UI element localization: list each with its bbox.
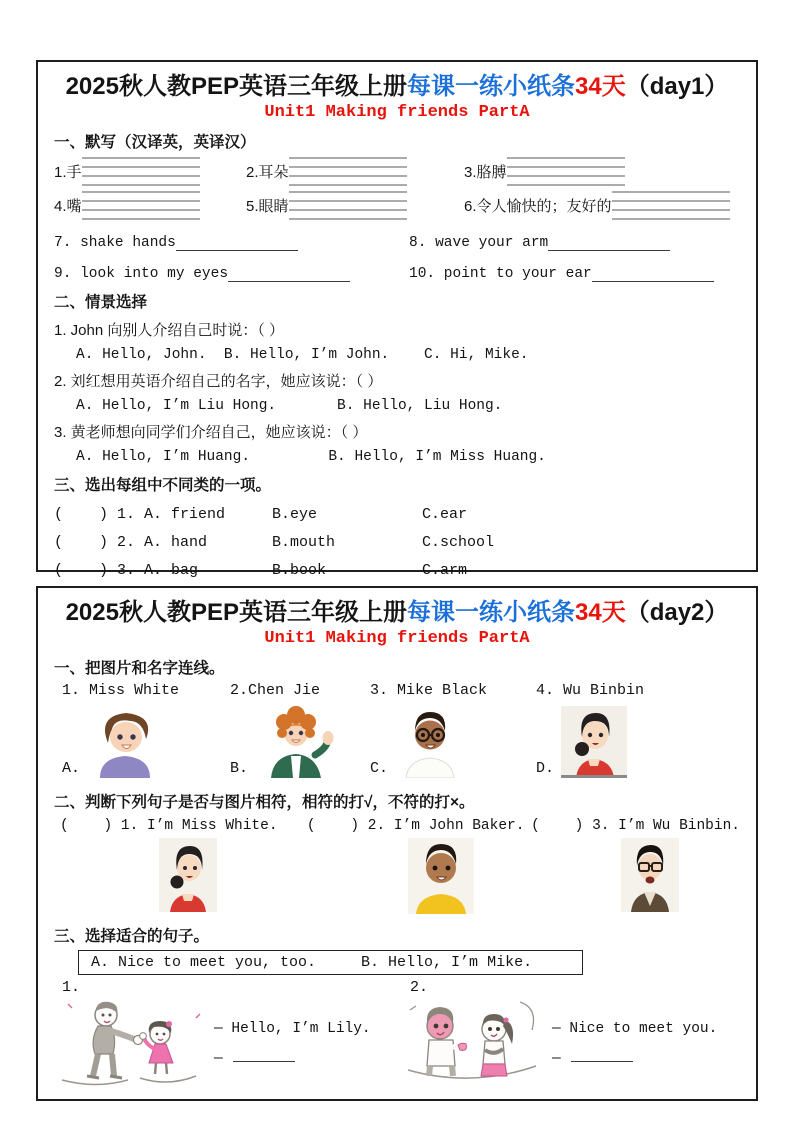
worksheet-title-day2	[54, 598, 740, 628]
judge-item-1: ( ) 1. I’m Miss White.	[60, 818, 278, 834]
question1-stem: 1. John 向别人介绍自己时说：（ ）	[54, 322, 285, 339]
dialog-2-line2-dash: —	[552, 1051, 561, 1067]
writing-grid[interactable]	[289, 157, 407, 186]
unit-subtitle: Unit1 Making friends PartA	[264, 629, 530, 648]
question3-stem: 3. 黄老师想向同学们介绍自己，她应该说：（ ）	[54, 424, 368, 441]
word-item-5	[246, 191, 464, 220]
phrase-row-2	[54, 266, 740, 282]
title-blue-part: 每课一练小纸条	[407, 73, 575, 100]
dialog-items-row	[54, 979, 740, 1092]
greeting-sketch-1-image	[54, 996, 204, 1092]
word-label: 1.手	[54, 164, 82, 181]
word-label: 4.嘴	[54, 198, 82, 215]
worksheet-day1	[36, 60, 758, 579]
word-row-2	[54, 191, 740, 220]
name-4: 4. Wu Binbin	[536, 682, 645, 699]
judge-pictures-row	[54, 838, 740, 914]
girl-red-shirt-image	[561, 706, 627, 778]
answer-blank[interactable]	[233, 1047, 295, 1062]
title-day-part: （day1）	[625, 73, 729, 100]
boy-brown-vest-glasses-image	[621, 838, 679, 912]
boy-yellow-shirt-image	[408, 838, 474, 914]
word-item-3	[464, 157, 740, 186]
section2-heading: 二、情景选择	[54, 294, 148, 311]
phrase-row-1	[54, 235, 740, 251]
picture-d-label: D.	[536, 760, 555, 777]
section1-heading: 一、默写（汉译英，英译汉）	[54, 134, 256, 151]
picture-a[interactable]	[62, 706, 230, 778]
answer-blank[interactable]	[176, 236, 298, 251]
boy-glasses-image	[395, 706, 465, 778]
answer-blank[interactable]	[592, 267, 714, 282]
odd-one-out-row-2	[54, 534, 740, 551]
picture-b-label: B.	[230, 760, 249, 777]
answer-blank[interactable]	[228, 267, 350, 282]
option-a: ( ) 2. A. hand	[54, 534, 208, 551]
answer-blank[interactable]	[548, 236, 670, 251]
answer-blank[interactable]	[571, 1047, 633, 1062]
title-black-part: 2025秋人教PEP英语三年级上册	[65, 599, 407, 626]
dialog-item-2-number: 2.	[410, 979, 429, 996]
name-3: 3. Mike Black	[370, 682, 488, 699]
worksheet-title-day1	[54, 72, 740, 102]
dialog-2-line1: — Nice to meet you.	[552, 1020, 718, 1037]
phrase-label: 7. shake hands	[54, 235, 176, 251]
phrase-item-9	[54, 266, 409, 282]
phrase-label: 8. wave your arm	[409, 235, 549, 251]
word-row-1	[54, 157, 740, 186]
girl-red-shirt-image	[159, 838, 217, 912]
picture-c[interactable]	[370, 706, 536, 778]
dialog-item-1-number: 1.	[62, 979, 81, 996]
dialog-item-1	[54, 979, 402, 1092]
title-red-part: 34天	[575, 599, 626, 626]
option-c: C.school	[422, 534, 495, 551]
question3-options: A. Hello, I’m Huang. B. Hello, I’m Miss Huang.	[76, 449, 546, 465]
judge-picture-1	[54, 838, 322, 914]
option-b: B.eye	[272, 506, 318, 523]
word-label: 5.眼睛	[246, 198, 289, 215]
name-2: 2.Chen Jie	[230, 682, 321, 699]
avatar-row	[62, 703, 740, 778]
section2-heading: 二、判断下列句子是否与图片相符，相符的打√，不符的打×。	[54, 794, 475, 811]
word-label: 6.令人愉快的；友好的	[464, 198, 612, 215]
option-b: B.book	[272, 562, 327, 579]
phrase-item-10	[409, 266, 740, 282]
word-item-6	[464, 191, 740, 220]
picture-c-label: C.	[370, 760, 389, 777]
dialog-item-2	[402, 979, 740, 1092]
unit-subtitle: Unit1 Making friends PartA	[264, 103, 530, 122]
question1-options: A. Hello, John. B. Hello, I’m John. C. Hi, Mike.	[76, 347, 529, 363]
title-blue-part: 每课一练小纸条	[407, 599, 575, 626]
question2-stem: 2. 刘红想用英语介绍自己的名字，她应该说：（ ）	[54, 373, 383, 390]
name-1: 1. Miss White	[62, 682, 180, 699]
option-b: B.mouth	[272, 534, 336, 551]
word-item-4	[54, 191, 246, 220]
phrase-item-7	[54, 235, 409, 251]
dialog-1-line1: — Hello, I’m Lily.	[214, 1020, 371, 1037]
writing-grid[interactable]	[612, 191, 730, 220]
names-row	[62, 682, 740, 699]
section3-heading: 三、选出每组中不同类的一项。	[54, 477, 272, 494]
sentence-options-box: A. Nice to meet you, too. B. Hello, I’m Mike.	[78, 950, 583, 975]
worksheet-day2	[36, 586, 758, 1101]
dialog-1-line2-dash: —	[214, 1051, 223, 1067]
writing-grid[interactable]	[289, 191, 407, 220]
title-red-part: 34天	[575, 73, 626, 100]
word-item-1	[54, 157, 246, 186]
dialog-2-text	[552, 1014, 717, 1075]
section1-heading: 一、把图片和名字连线。	[54, 660, 225, 677]
judge-picture-3	[560, 838, 740, 914]
writing-grid[interactable]	[82, 157, 200, 186]
option-c: C.ear	[422, 506, 468, 523]
picture-d[interactable]	[536, 706, 740, 778]
judge-item-2: ( ) 2. I’m John Baker.	[306, 818, 525, 834]
writing-grid[interactable]	[507, 157, 625, 186]
phrase-label: 10. point to your ear	[409, 266, 592, 282]
phrase-label: 9. look into my eyes	[54, 266, 229, 282]
title-day-part: （day2）	[625, 599, 729, 626]
picture-b[interactable]	[230, 703, 370, 778]
writing-grid[interactable]	[82, 191, 200, 220]
word-item-2	[246, 157, 464, 186]
boy-purple-shirt-image	[87, 706, 163, 778]
section3-heading: 三、选择适合的句子。	[54, 928, 210, 945]
odd-one-out-row-1	[54, 506, 740, 523]
teacher-waving-image	[255, 703, 339, 778]
dialog-1-text	[214, 1014, 371, 1075]
greeting-sketch-2-image	[402, 996, 542, 1092]
picture-a-label: A.	[62, 760, 81, 777]
judge-picture-2	[322, 838, 560, 914]
option-a: ( ) 1. A. friend	[54, 506, 226, 523]
question2-options: A. Hello, I’m Liu Hong. B. Hello, Liu Hong.	[76, 398, 503, 414]
option-a: ( ) 3. A. bag	[54, 562, 199, 579]
phrase-item-8	[409, 235, 740, 251]
judge-items-row	[60, 818, 740, 834]
word-label: 3.胳膊	[464, 164, 507, 181]
odd-one-out-row-3	[54, 562, 740, 579]
judge-item-3: ( ) 3. I’m Wu Binbin.	[531, 818, 740, 834]
word-label: 2.耳朵	[246, 164, 289, 181]
option-c: C.arm	[422, 562, 468, 579]
title-black-part: 2025秋人教PEP英语三年级上册	[65, 73, 407, 100]
